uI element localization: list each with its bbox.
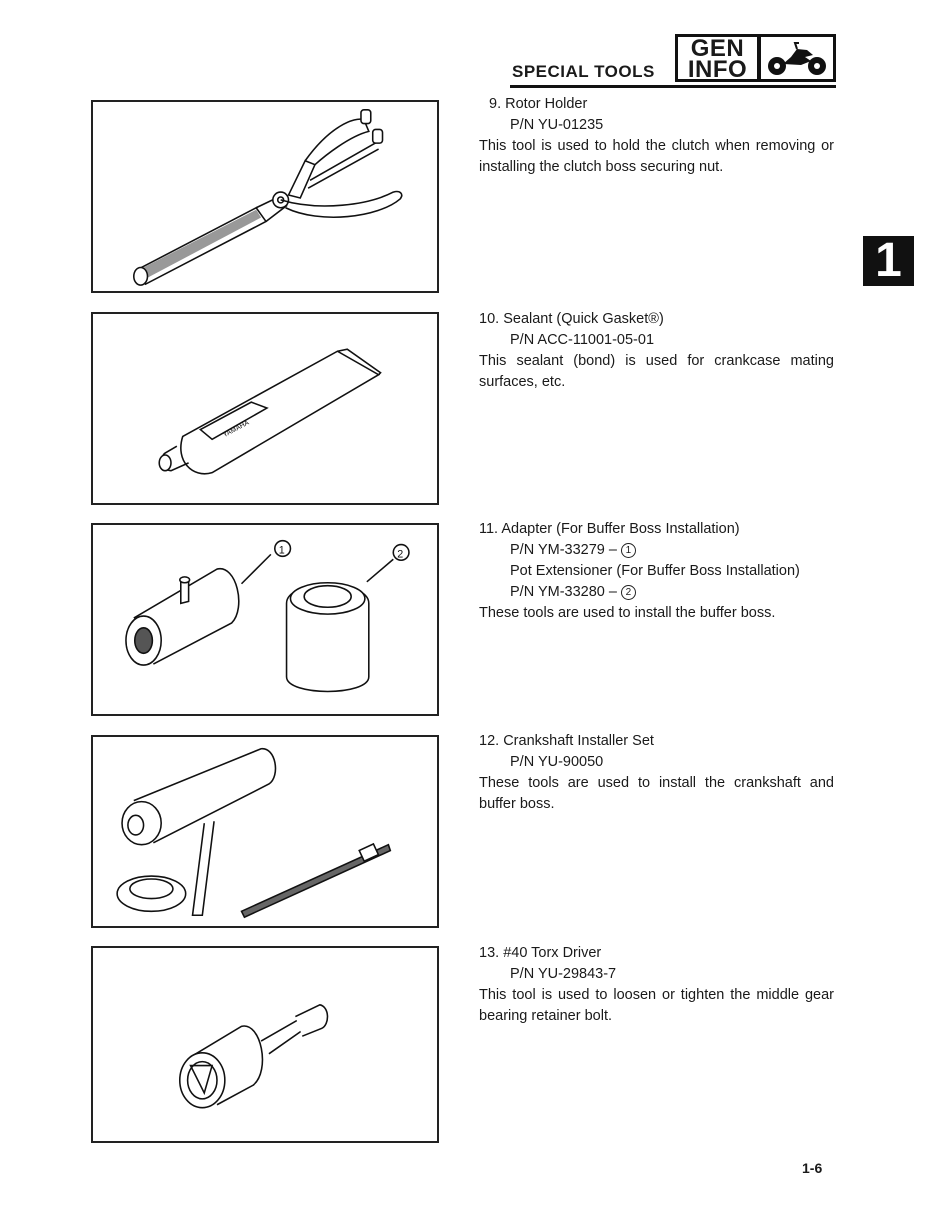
page-header: [510, 32, 836, 87]
item-description: These tools are used to install the buffer boss.: [479, 605, 776, 621]
item-title: 11. Adapter (For Buffer Boss Installation): [479, 521, 740, 537]
atv-motorcycle-icon: [758, 34, 836, 82]
rotor-holder-illustration: [91, 100, 439, 293]
item-part-number-2: P/N YM-33280 – 2: [479, 582, 834, 603]
item-title: 10. Sealant (Quick Gasket®): [479, 311, 664, 327]
tool-item-12: [479, 731, 834, 815]
item-part-number-1: P/N YM-33279 – 1: [479, 540, 834, 561]
sealant-tube-illustration: [91, 312, 439, 505]
gen-info-badge: [675, 34, 760, 82]
item-part-number: P/N YU-29843-7: [510, 966, 617, 982]
chapter-tab: 1: [863, 236, 914, 286]
badge-line-2: INFO: [687, 56, 748, 83]
section-title: SPECIAL TOOLS: [512, 62, 655, 81]
item-description: This sealant (bond) is used for crankcase mating surfaces, etc.: [479, 353, 834, 390]
item-description: These tools are used to install the crankshaft and buffer boss.: [479, 775, 834, 812]
header-rule: [510, 85, 836, 88]
adapter-and-pot-extensioner-illustration: [91, 523, 439, 716]
torx-driver-illustration: [91, 946, 439, 1143]
callout-1-icon: 1: [621, 543, 636, 558]
svg-text:1: 1: [278, 544, 285, 557]
item-part-number: P/N YU-90050: [510, 754, 604, 770]
page-number: 1-6: [802, 1160, 823, 1176]
item-subtitle: Pot Extensioner (For Buffer Boss Installation): [510, 563, 800, 579]
crankshaft-installer-set-illustration: [91, 735, 439, 928]
badge-line-1: GEN: [690, 35, 745, 62]
callout-2-icon: 2: [621, 585, 636, 600]
tool-item-11: [479, 519, 834, 624]
item-description: This tool is used to hold the clutch when removing or installing the clutch boss securing nut.: [479, 138, 834, 175]
tool-item-9: [479, 94, 834, 178]
item-title: 13. #40 Torx Driver: [479, 945, 602, 961]
item-part-number: P/N YU-01235: [510, 117, 604, 133]
svg-text:YAMAHA: YAMAHA: [221, 419, 251, 440]
item-description: This tool is used to loosen or tighten the middle gear bearing retainer bolt.: [479, 987, 834, 1024]
tool-item-13: [479, 943, 834, 1027]
item-part-number: P/N ACC-11001-05-01: [510, 332, 655, 348]
tool-item-10: [479, 309, 834, 393]
item-title: 9. Rotor Holder: [489, 96, 588, 112]
item-title: 12. Crankshaft Installer Set: [479, 733, 654, 749]
svg-text:2: 2: [397, 548, 404, 561]
